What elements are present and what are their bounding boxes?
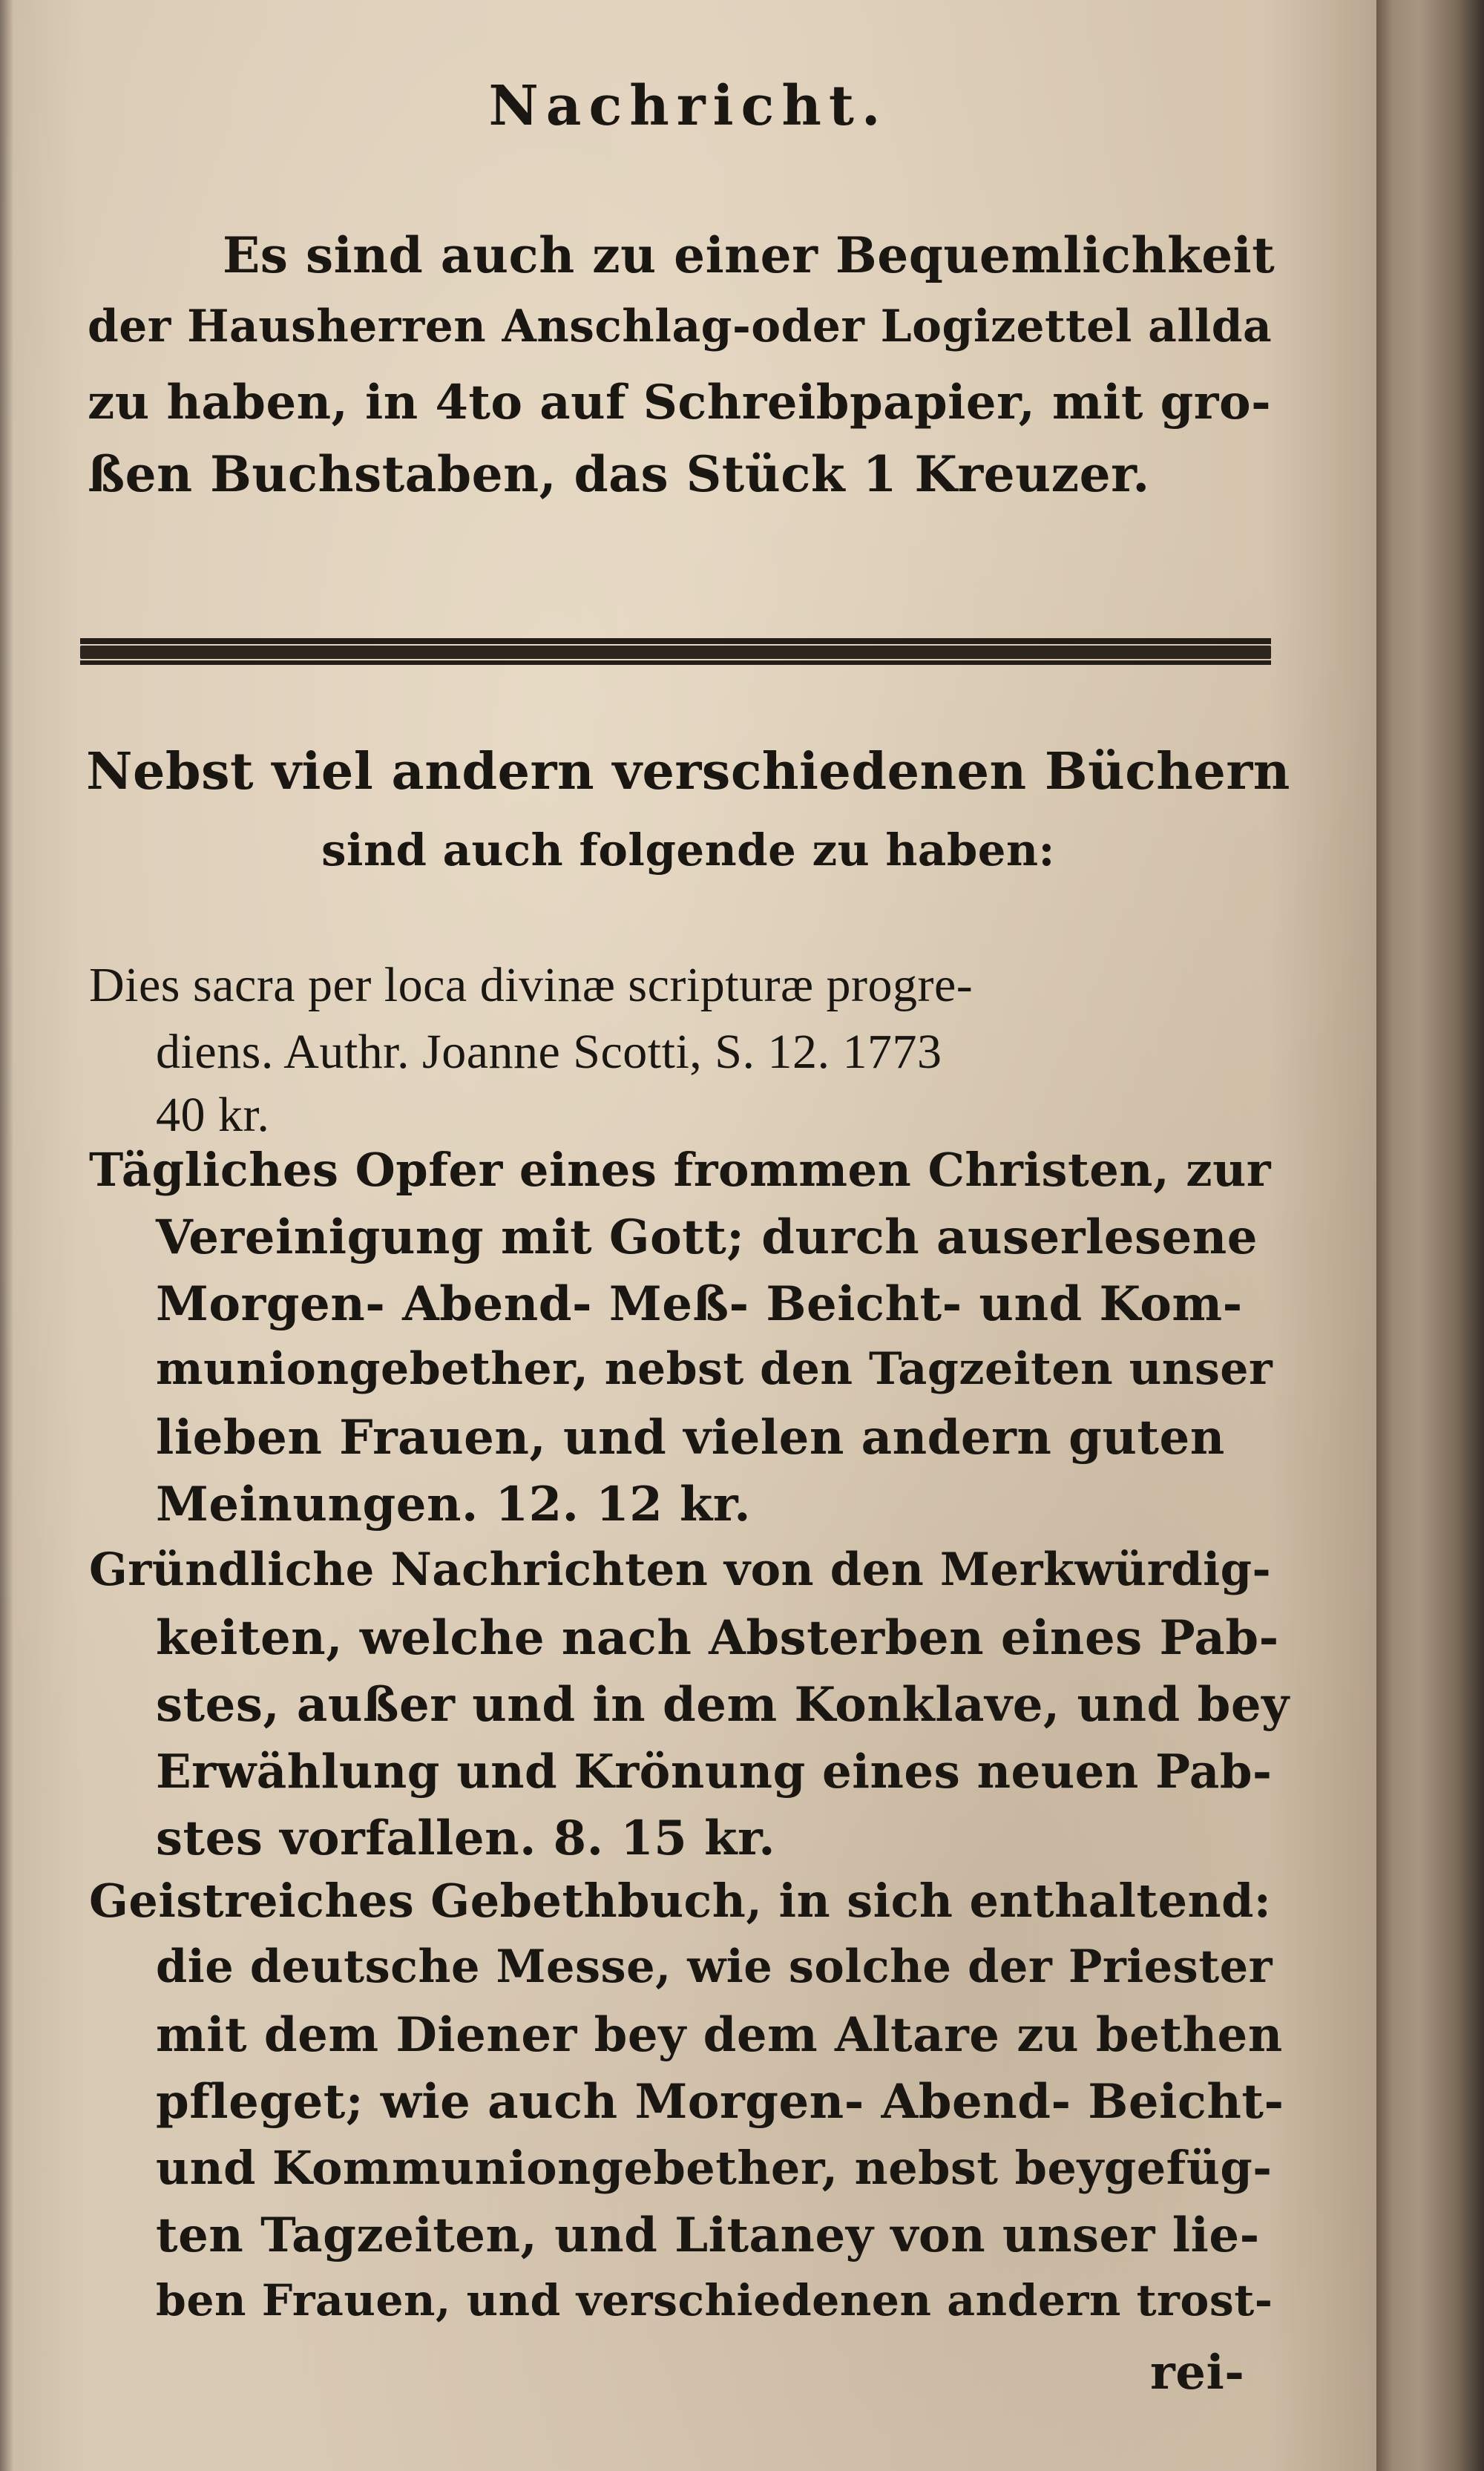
catalog-entry-line: Morgen- Abend- Meß- Beicht- und Kom-: [156, 1276, 1243, 1332]
notice-line: Es sind auch zu einer Bequemlichkeit: [223, 226, 1275, 284]
catalog-entry-line: Tägliches Opfer eines frommen Christen, zur: [89, 1143, 1272, 1197]
catalog-entry-line: lieben Frauen, und vielen andern guten: [156, 1410, 1225, 1466]
catchword: rei-: [1150, 2345, 1245, 2401]
catalog-entry-line: mit dem Diener bey dem Altare zu bethen: [156, 2007, 1283, 2063]
notice-line: ßen Buchstaben, das Stück 1 Kreuzer.: [88, 445, 1150, 503]
catalog-entry-line: 40 kr.: [156, 1088, 270, 1142]
page-gutter-shadow: [0, 0, 13, 2471]
catalog-entry-line: stes, außer und in dem Konklave, und bey: [156, 1677, 1290, 1733]
catalog-entry-line: und Kommuniongebether, nebst beygefüg-: [156, 2141, 1273, 2195]
catalog-entry-line: ten Tagzeiten, und Litaney von unser lie-: [156, 2208, 1260, 2263]
catalog-entry-line: Meinungen. 12. 12 kr.: [156, 1477, 751, 1532]
catalog-entry-line: diens. Authr. Joanne Scotti, S. 12. 1773: [156, 1025, 942, 1079]
catalog-entry-line: Gründliche Nachrichten von den Merkwürdig-: [89, 1543, 1272, 1596]
catalog-entry-line: Geistreiches Gebethbuch, in sich enthaltend:: [89, 1874, 1272, 1928]
section-title: Nebst viel andern verschiedenen Büchern: [86, 742, 1290, 801]
catalog-entry-line: ben Frauen, und verschiedenen andern trost-: [156, 2274, 1273, 2326]
catalog-entry-line: pfleget; wie auch Morgen- Abend- Beicht-: [156, 2074, 1284, 2130]
catalog-entry-line: Vereinigung mit Gott; durch auserlesene: [156, 1210, 1258, 1265]
ornamental-rule: [80, 638, 1271, 666]
catalog-entry-line: stes vorfallen. 8. 15 kr.: [156, 1811, 776, 1866]
catalog-entry-line: keiten, welche nach Absterben eines Pab-: [156, 1610, 1279, 1666]
section-subtitle: sind auch folgende zu haben:: [321, 824, 1055, 876]
page-heading: Nachricht.: [488, 74, 888, 138]
notice-line: zu haben, in 4to auf Schreibpapier, mit gro-: [88, 375, 1272, 430]
catalog-entry-line: muniongebether, nebst den Tagzeiten unser: [156, 1343, 1273, 1395]
catalog-entry-line: die deutsche Messe, wie solche der Priester: [156, 1940, 1273, 1993]
book-edge: [1376, 0, 1484, 2471]
notice-line: der Hausherren Anschlag-oder Logizettel allda: [88, 301, 1273, 352]
catalog-entry-line: Erwählung und Krönung eines neuen Pab-: [156, 1744, 1273, 1799]
catalog-entry-line: Dies sacra per loca divinæ scripturæ progre-: [89, 958, 974, 1012]
